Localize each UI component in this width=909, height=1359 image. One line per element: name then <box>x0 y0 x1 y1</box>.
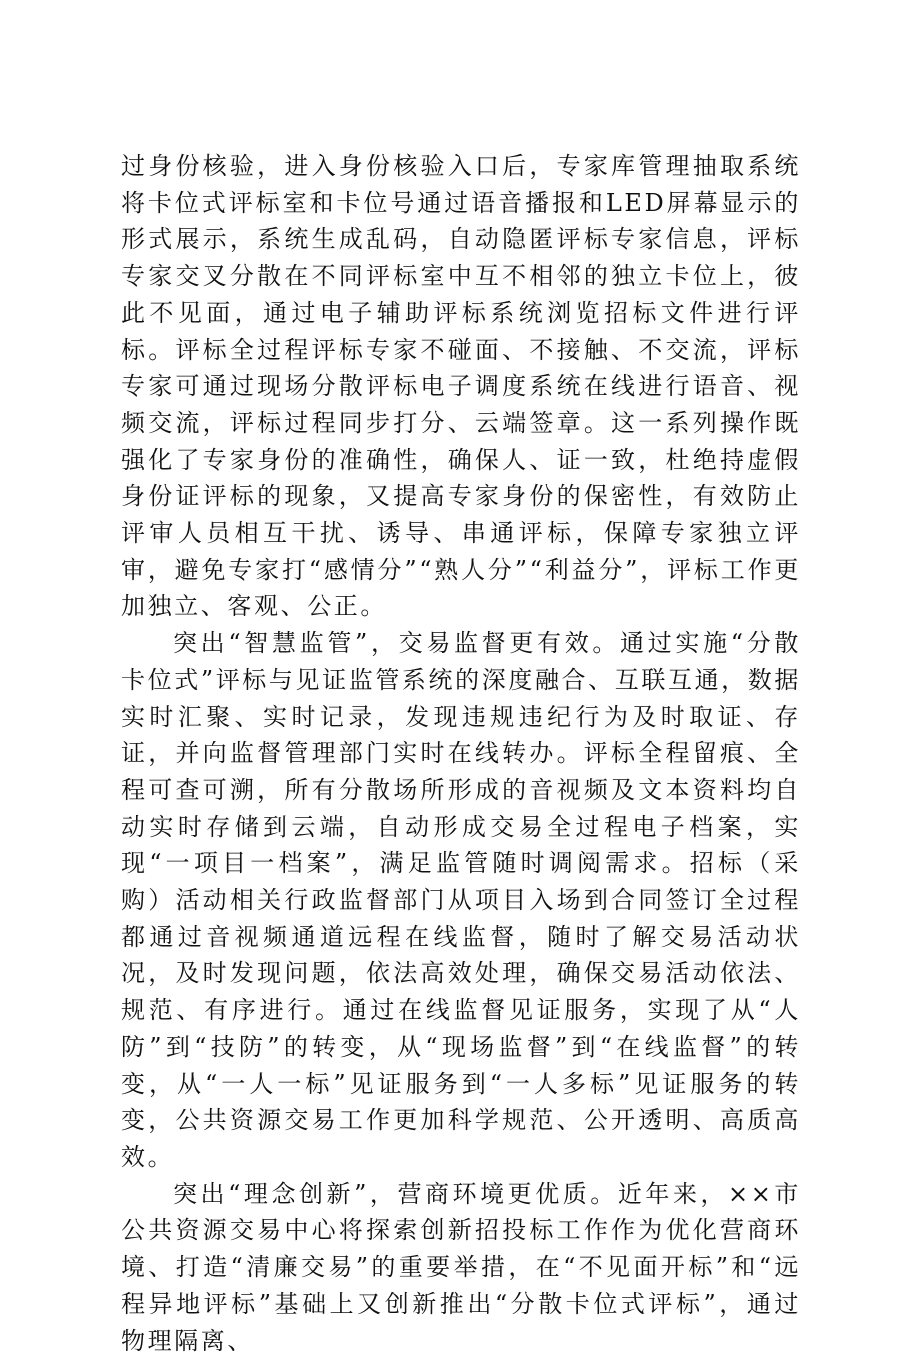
document-page <box>121 148 801 1359</box>
paragraph-identity-verification: 过身份核验，进入身份核验入口后，专家库管理抽取系统将卡位式评标室和卡位号通过语音播报和LED屏幕显示的形式展示，系统生成乱码，自动隐匿评标专家信息，评标专家交叉分散在不同评标室中互不相邻的独立卡位上，彼此不见面，通过电子辅助评标系统浏览招标文件进行评标。评标全过程评标专家不碰面、不接触、不交流，评标专家可通过现场分散评标电子调度系统在线进行语音、视频交流，评标过程同步打分、云端签章。这一系列操作既强化了专家身份的准确性，确保人、证一致，杜绝持虚假身份证评标的现象，又提高专家身份的保密性，有效防止评审人员相互干扰、诱导、串通评标，保障专家独立评审，避免专家打“感情分”“熟人分”“利益分”，评标工作更加独立、客观、公正。 <box>121 152 801 621</box>
paragraph-concept-innovation: 突出“理念创新”，营商环境更优质。近年来，××市公共资源交易中心将探索创新招投标工作作为优化营商环境、打造“清廉交易”的重要举措，在“不见面开标”和“远程异地评标”基础上又创新推出“分散卡位式评标”，通过物理隔离、 <box>121 1179 801 1355</box>
paragraph-smart-supervision: 突出“智慧监管”，交易监督更有效。通过实施“分散卡位式”评标与见证监管系统的深度融合、互联互通，数据实时汇聚、实时记录，发现违规违纪行为及时取证、存证，并向监督管理部门实时在线转办。评标全程留痕、全程可查可溯，所有分散场所形成的音视频及文本资料均自动实时存储到云端，自动形成交易全过程电子档案，实现“一项目一档案”，满足监管随时调阅需求。招标（采购）活动相关行政监督部门从项目入场到合同签订全过程都通过音视频通道远程在线监督，随时了解交易活动状况，及时发现问题，依法高效处理，确保交易活动依法、规范、有序进行。通过在线监督见证服务，实现了从“人防”到“技防”的转变，从“现场监督”到“在线监督”的转变，从“一人一标”见证服务到“一人多标”见证服务的转变，公共资源交易工作更加科学规范、公开透明、高质高效。 <box>121 629 801 1171</box>
